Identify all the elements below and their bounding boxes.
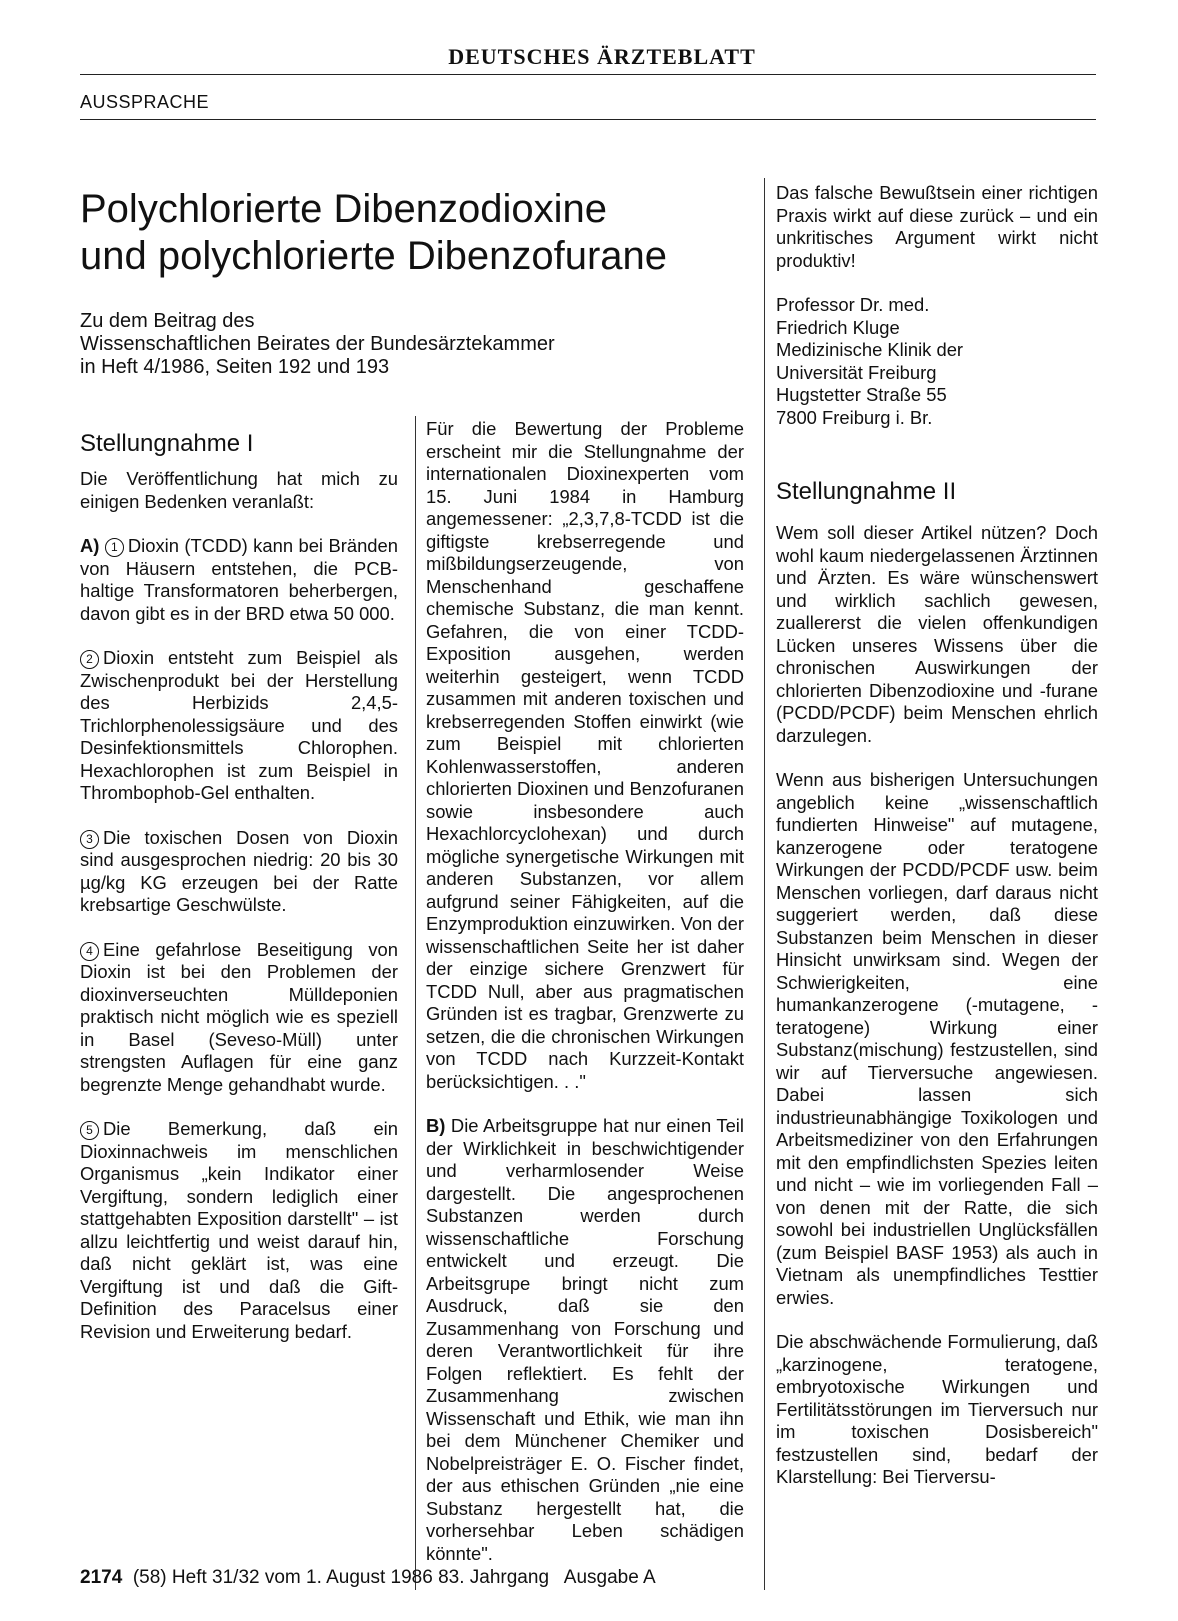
point-b-label: B) [426,1115,446,1136]
author-line-6: 7800 Freiburg i. Br. [776,406,933,428]
author-line-4: Universität Freiburg [776,361,937,383]
author-line-3: Medizinische Klinik der [776,339,964,360]
point-a-label: A) [80,535,100,556]
item-5-text: Die Bemerkung, daß ein Dioxinnachweis im menschlichen Organismus „kein Indikator einer Vergiftung, sondern lediglich einer stattgehabten Exposition darstellt" – ist allzu leichtfertig und weist darauf hin, daß nicht geklärt ist, was eine Vergiftung ist und daß die Gift-Definition des Paracelsus einer Revision und Erweiterung bedarf. [80,1118,398,1342]
statement-2-paragraph-2: Wenn aus bisherigen Untersuchungen angeblich keine „wissenschaftlich fundierten Hinweise" auf mutagene, kanzerogene oder teratogene Wirkungen der PCDD/PCDF usw. beim Menschen vorliegen, darf daraus nicht suggeriert werden, daß diese Substanzen beim Menschen in dieser Hinsicht unwirksam sind. Wegen der Schwierigkeiten, eine humankanzerogene (-mutagene, -teratogene) Wirkung einer Substanz(mischung) festzustellen, sind wir auf Tierversuche angewiesen. Dabei lassen sich industrieunabhängige Toxikologen und Arbeitsmediziner von den Erfahrungen mit den empfindlichsten Spezies leiten und nicht – wie im vorliegenden Fall – von denen mit der Ratte, die sich sowohl bei industriellen Unglücksfällen (zum Beispiel BASF 1953) als auch in Vietnam als unempfindliches Testtier erwies. [776,769,1098,1308]
page-footer [80,1567,656,1589]
column-2 [426,418,744,1587]
title-line-2: und polychlorierte Dibenzofurane [80,234,668,278]
item-4-paragraph [80,939,398,1097]
item-1-text: Dioxin (TCDD) kann bei Bränden von Häusern entstehen, die PCB-haltige Transformatoren beherbergen, davon gibt es in der BRD etwa 50 000. [80,535,398,624]
column-3-statement-2 [776,522,1098,1489]
subtitle-line-3: in Heft 4/1986, Seiten 192 und 193 [80,356,390,378]
item-3-paragraph [80,827,398,917]
circled-number-2-icon: 2 [80,650,99,669]
item-3-text: Die toxischen Dosen von Dioxin sind ausgesprochen niedrig: 20 bis 30 µg/kg KG erzeugen bei der Ratte krebsartige Geschwülste. [80,826,398,915]
column-divider-2 [764,178,765,1590]
statement-2-paragraph-3: Die abschwächende Formulierung, daß „karzinogene, teratogene, embryotoxische Wirkungen und Fertilitätsstörungen im Tierversuch nur im toxischen Dosisbereich" festzustellen sind, bedarf der Klarstellung: Bei Tierversu- [776,1331,1098,1487]
author-line-1: Professor Dr. med. [776,294,930,315]
statement-2-paragraph-1: Wem soll dieser Artikel nützen? Doch wohl kaum niedergelassenen Ärztinnen und Ärzten. Es wäre wünschenswert und wirklich sachlich gewesen, zuallererst die vielen offenkundigen Lücken unseres Wissens über die chronischen Auswirkungen der chlorierten Dibenzodioxine und -furane (PCDD/PCDF) beim Menschen ehrlich darzulegen. [776,522,1098,746]
issue-info: (58) Heft 31/32 vom 1. August 1986 83. Jahrgang Ausgabe A [132,1567,656,1588]
item-5-paragraph [80,1118,398,1343]
intro-paragraph: Die Veröffentlichung hat mich zu einigen Bedenken veranlaßt: [80,468,398,512]
page-number: 2174 [80,1567,123,1588]
subtitle-line-2: Wissenschaftlichen Beirates der Bundesärztekammer [80,333,555,355]
article-title [80,186,720,280]
experts-statement-text: Für die Bewertung der Probleme erscheint mir die Stellungnahme der internationalen Dioxinexperten vom 15. Juni 1984 in Hamburg angemessener: „2,3,7,8-TCDD ist die giftigste krebserregende und mißbildungserzeugende, von Menschenhand geschaffene chemische Substanz, die man kennt. Gefahren, die von einer TCDD-Exposition ausgehen, werden weiterhin gesteigert, wenn TCDD zusammen mit anderen toxischen und krebserregenden Stoffen einwirkt (wie zum Beispiel mit chlorierten Kohlenwasserstoffen, anderen chlorierten Dioxinen und Benzofuranen sowie insbesondere auch Hexachlorcyclohexan) und durch mögliche synergetische Wirkungen mit anderen Substanzen, vor allem aufgrund seiner Fähigkeiten, auf die Enzymproduktion einzuwirken. Von der wissenschaftlichen Seite her ist daher der einzige sichere Grenzwert für TCDD Null, aber aus pragmatischen Gründen ist es tragbar, Grenzwerte zu setzen, die die chronischen Wirkungen von TCDD nach Kurzzeit-Kontakt berücksichtigen. . ." [426,418,744,1092]
statement-2-heading: Stellungnahme II [776,478,957,505]
author-address [776,294,1098,429]
statement-1-heading: Stellungnahme I [80,430,254,457]
column-3 [776,182,1098,429]
circled-number-4-icon: 4 [80,942,99,961]
circled-number-5-icon: 5 [80,1121,99,1140]
item-4-text: Eine gefahrlose Beseitigung von Dioxin ist bei den Problemen der dioxinverseuchten Mülldeponien praktisch nicht möglich wie es speziell in Basel (Seveso-Müll) unter strengsten Auflagen für eine ganz begrenzte Menge gehandhabt wurde. [80,938,398,1095]
masthead: DEUTSCHES ÄRZTEBLATT [448,44,756,69]
circled-number-3-icon: 3 [80,830,99,849]
item-2-paragraph [80,647,398,805]
section-label: AUSSPRACHE [80,92,210,112]
item-1-paragraph [80,535,398,625]
header-rule-bottom [80,119,1096,120]
title-line-1: Polychlorierte Dibenzodioxine [80,187,607,231]
column-1 [80,468,398,1365]
subtitle-line-1: Zu dem Beitrag des [80,310,255,332]
header-rule-top [80,74,1096,75]
author-line-5: Hugstetter Straße 55 [776,384,947,405]
point-b-text: Die Arbeitsgruppe hat nur einen Teil der Wirklichkeit in beschwichtigender und verharmlosender Weise dargestellt. Die angesprochenen Substanzen werden durch wissenschaftliche Forschung entwickelt und erzeugt. Die Arbeitsgrupe bringt nicht zum Ausdruck, daß sie den Zusammenhang von Forschung und deren Verantwortlichkeit für ihre Folgen reflektiert. Es fehlt der Zusammenhang zwischen Wissenschaft und Ethik, wie man ihn bei dem Münchener Chemiker und Nobelpreisträger E. O. Fischer findet, der aus ethischen Gründen „nie eine Substanz hergestellt hat, die vorhersehbar Leben schädigen könnte". [426,1115,744,1564]
circled-number-1-icon: 1 [105,538,124,557]
author-line-2: Friedrich Kluge [776,316,900,338]
closing-paragraph: Das falsche Bewußtsein einer richtigen Praxis wirkt auf diese zurück – und ein unkritisches Argument wirkt nicht produktiv! [776,182,1098,271]
column-divider-1 [415,416,416,1590]
article-subtitle [80,310,720,379]
point-b-paragraph [426,1115,744,1565]
experts-statement-paragraph [426,418,744,1093]
item-2-text: Dioxin entsteht zum Beispiel als Zwischenprodukt bei der Herstellung des Herbizids 2,4,5-Trichlorphenolessigsäure und des Desinfektionsmittels Chlorophen. Hexachlorophen ist zum Beispiel in Thrombophob-Gel enthalten. [80,647,398,803]
